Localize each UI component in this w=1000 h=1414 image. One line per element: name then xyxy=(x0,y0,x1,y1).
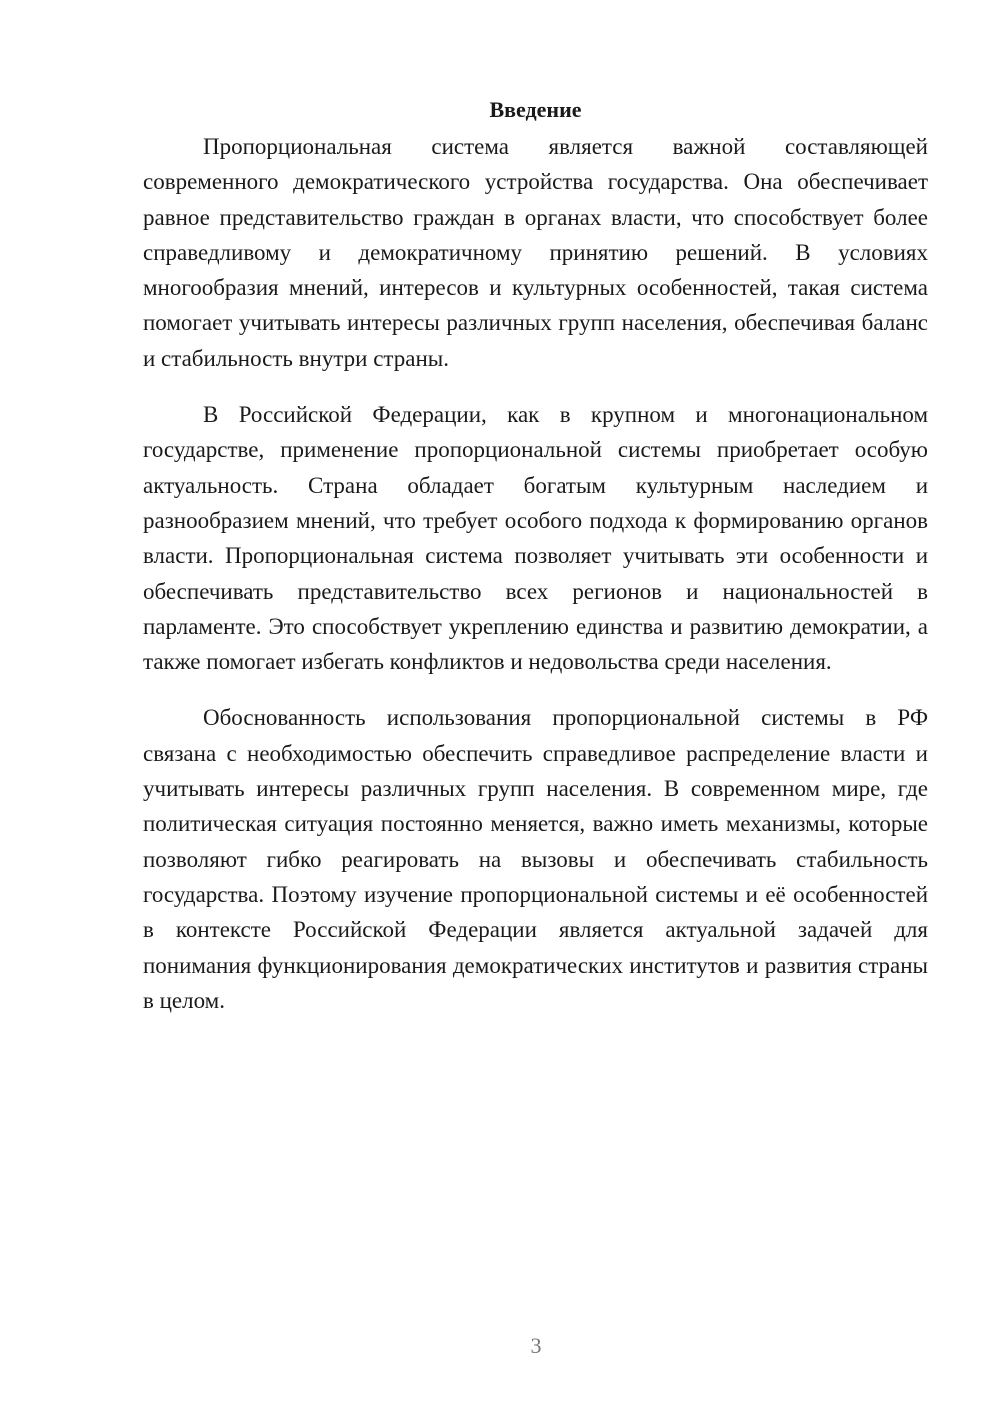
page-number: 3 xyxy=(530,1333,542,1358)
paragraph-2: В Российской Федерации, как в крупном и многонациональном государстве, применение пропорциональной системы приобретает особую актуальность. Страна обладает богатым культурным наследием и разнообразием мнений, что требует особого подхода к формированию органов власти. Пропорциональная система позволяет учитывать эти особенности и обеспечивать представительство всех регионов и национальностей в парламенте. Это способствует укреплению единства и развитию демократии, а также помогает избегать конфликтов и недовольства среди населения. xyxy=(143,402,928,675)
paragraph-1: Пропорциональная система является важной составляющей современного демократического устройства государства. Она обеспечивает равное представительство граждан в органах власти, что способствует более справедливому и демократичному принятию решений. В условиях многообразия мнений, интересов и культурных особенностей, такая система помогает учитывать интересы различных групп населения, обеспечивая баланс и стабильность внутри страны. xyxy=(143,134,928,371)
section-title: Введение xyxy=(489,97,582,122)
page-content xyxy=(143,92,928,1018)
paragraph-3: Обоснованность использования пропорциональной системы в РФ связана с необходимостью обеспечить справедливое распределение власти и учитывать интересы различных групп населения. В современном мире, где политическая ситуация постоянно меняется, важно иметь механизмы, которые позволяют гибко реагировать на вызовы и обеспечивать стабильность государства. Поэтому изучение пропорциональной системы и её особенностей в контексте Российской Федерации является актуальной задачей для понимания функционирования демократических институтов и развития страны в целом. xyxy=(143,705,928,1013)
